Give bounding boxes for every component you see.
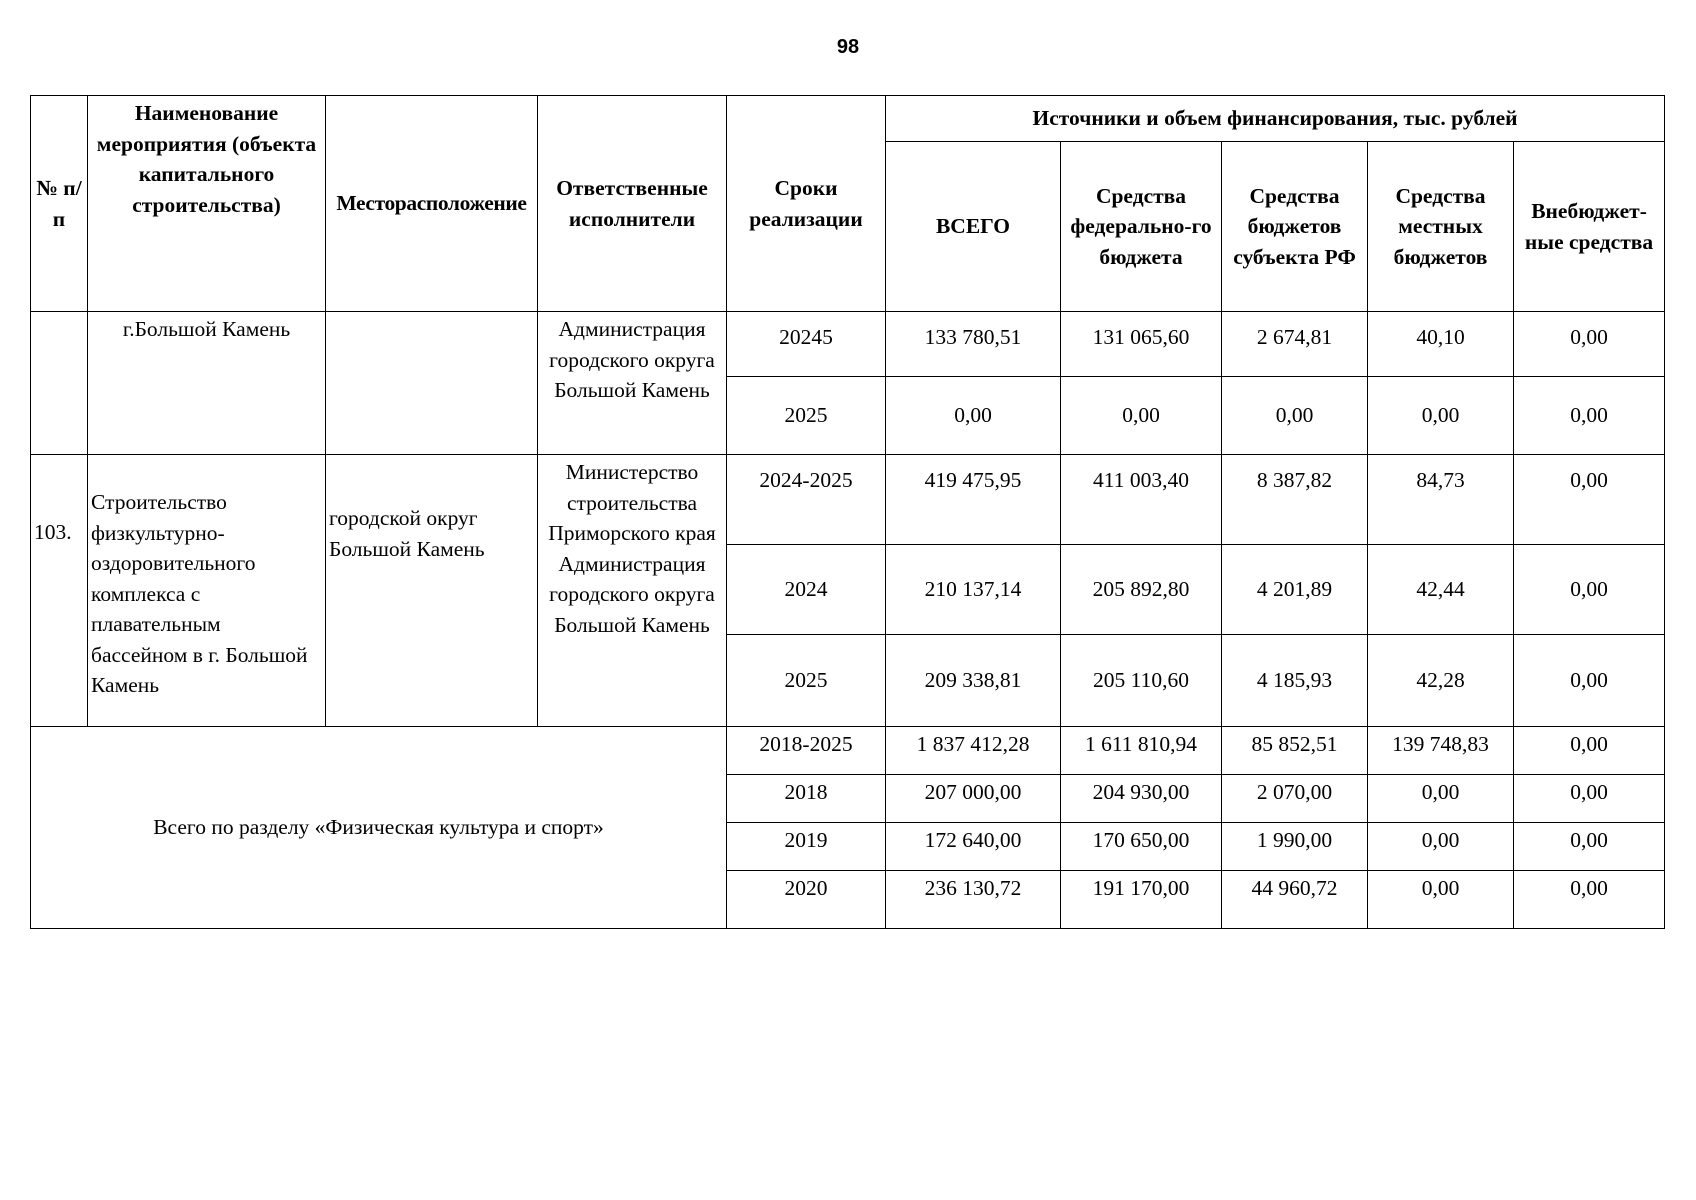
header-period: Сроки реализации [727,96,886,312]
extra-cell: 0,00 [1514,635,1665,727]
header-local: Средства местных бюджетов [1368,142,1514,312]
subject-cell: 4 185,93 [1222,635,1368,727]
subject-cell: 0,00 [1222,377,1368,455]
local-cell: 40,10 [1368,312,1514,377]
federal-cell: 205 110,60 [1061,635,1222,727]
subject-cell: 85 852,51 [1222,727,1368,775]
subject-cell: 2 674,81 [1222,312,1368,377]
federal-cell: 204 930,00 [1061,775,1222,823]
row-103-num: 103. [31,455,88,727]
total-cell: 419 475,95 [886,455,1061,545]
page-number: 98 [836,36,860,58]
period-cell: 2025 [727,377,886,455]
subject-cell: 4 201,89 [1222,545,1368,635]
local-cell: 0,00 [1368,377,1514,455]
row-103-responsible: Министерство строительства Приморского края Администрация городского округа Большой Камень [538,455,727,727]
row-103-name: Строительство физкультурно-оздоровительного комплекса с плавательным бассейном в г. Большой Камень [88,455,326,727]
federal-cell: 205 892,80 [1061,545,1222,635]
subject-cell: 1 990,00 [1222,823,1368,871]
total-cell: 0,00 [886,377,1061,455]
total-cell: 209 338,81 [886,635,1061,727]
header-extrabudget: Внебюджет-ные средства [1514,142,1665,312]
header-location: Месторасположение [326,96,538,312]
period-cell: 2020 [727,871,886,929]
header-total: ВСЕГО [886,142,1061,312]
summary-label: Всего по разделу «Физическая культура и спорт» [31,727,727,929]
period-cell: 20245 [727,312,886,377]
total-cell: 133 780,51 [886,312,1061,377]
row-prev-num [31,312,88,455]
subject-cell: 8 387,82 [1222,455,1368,545]
extra-cell: 0,00 [1514,727,1665,775]
row-prev-responsible: Администрация городского округа Большой Камень [538,312,727,455]
table-row [31,312,1665,377]
header-name: Наименование мероприятия (объекта капитального строительства) [88,96,326,312]
total-cell: 207 000,00 [886,775,1061,823]
local-cell: 139 748,83 [1368,727,1514,775]
extra-cell: 0,00 [1514,312,1665,377]
period-cell: 2024-2025 [727,455,886,545]
federal-cell: 170 650,00 [1061,823,1222,871]
header-financing-group: Источники и объем финансирования, тыс. рублей [886,96,1665,142]
extra-cell: 0,00 [1514,545,1665,635]
extra-cell: 0,00 [1514,377,1665,455]
local-cell: 42,44 [1368,545,1514,635]
federal-cell: 0,00 [1061,377,1222,455]
subject-cell: 2 070,00 [1222,775,1368,823]
extra-cell: 0,00 [1514,455,1665,545]
row-prev-name: г.Большой Камень [88,312,326,455]
federal-cell: 411 003,40 [1061,455,1222,545]
row-103-location: городской округ Большой Камень [326,455,538,727]
total-cell: 210 137,14 [886,545,1061,635]
header-federal: Средства федерально-го бюджета [1061,142,1222,312]
period-cell: 2019 [727,823,886,871]
period-cell: 2018-2025 [727,727,886,775]
extra-cell: 0,00 [1514,775,1665,823]
total-cell: 236 130,72 [886,871,1061,929]
header-subject: Средства бюджетов субъекта РФ [1222,142,1368,312]
local-cell: 0,00 [1368,775,1514,823]
period-cell: 2024 [727,545,886,635]
local-cell: 0,00 [1368,823,1514,871]
total-cell: 1 837 412,28 [886,727,1061,775]
period-cell: 2025 [727,635,886,727]
extra-cell: 0,00 [1514,823,1665,871]
period-cell: 2018 [727,775,886,823]
header-row-1 [31,96,1665,142]
total-cell: 172 640,00 [886,823,1061,871]
local-cell: 84,73 [1368,455,1514,545]
row-prev-location [326,312,538,455]
federal-cell: 191 170,00 [1061,871,1222,929]
federal-cell: 131 065,60 [1061,312,1222,377]
table-row [31,455,1665,545]
financing-table [30,95,1665,929]
header-responsible: Ответственные исполнители [538,96,727,312]
header-num: № п/п [31,96,88,312]
extra-cell: 0,00 [1514,871,1665,929]
federal-cell: 1 611 810,94 [1061,727,1222,775]
table-row [31,727,1665,775]
local-cell: 0,00 [1368,871,1514,929]
subject-cell: 44 960,72 [1222,871,1368,929]
local-cell: 42,28 [1368,635,1514,727]
